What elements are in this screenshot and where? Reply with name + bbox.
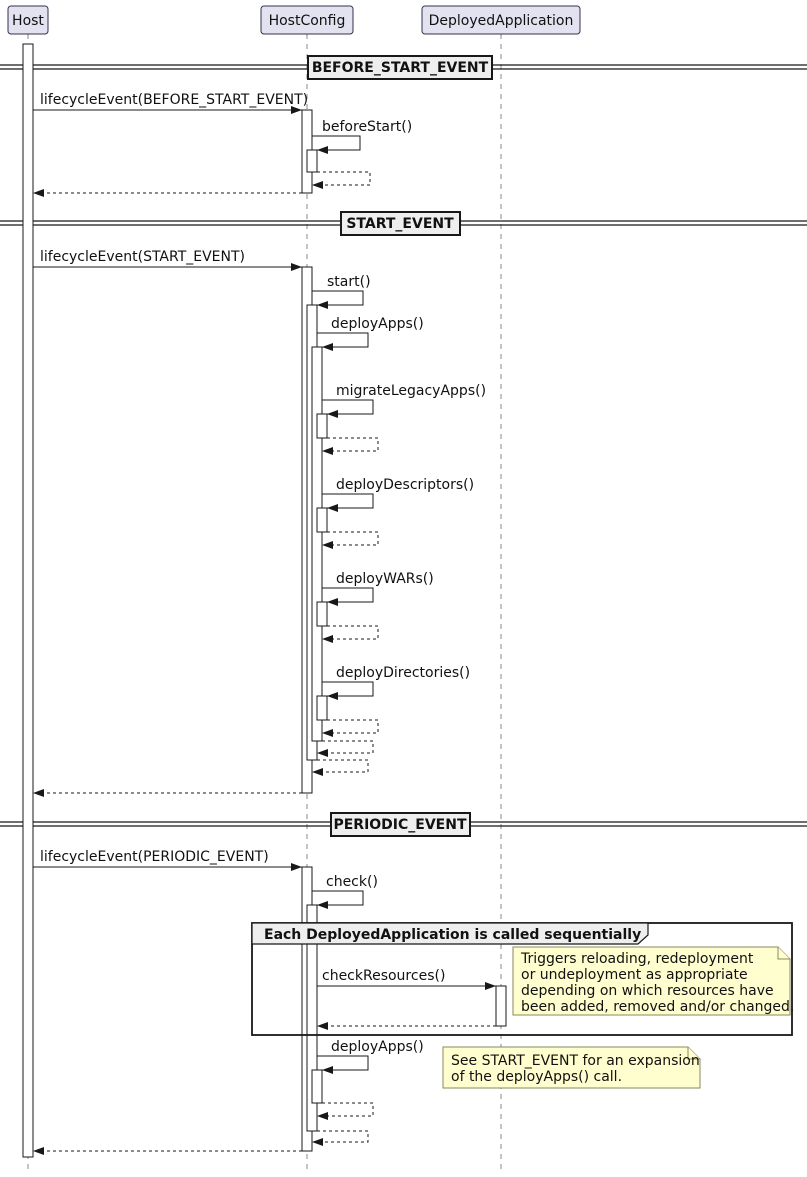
arrowhead — [322, 729, 333, 737]
activation-deployapps — [312, 347, 322, 741]
arrowhead — [327, 504, 338, 512]
note-line: of the deployApps() call. — [451, 1069, 623, 1085]
message-label: deployDescriptors() — [336, 477, 475, 493]
return-to-host-2 — [33, 789, 302, 797]
arrowhead — [33, 789, 44, 797]
arrowhead — [33, 189, 44, 197]
arrowhead — [291, 863, 302, 871]
self-call-line — [312, 136, 360, 150]
message-lifecycle-periodic — [33, 849, 302, 871]
participant-deployedapplication-label: DeployedApplication — [428, 13, 574, 29]
self-call-line — [322, 494, 373, 508]
message-label: check() — [326, 874, 378, 890]
arrowhead — [317, 1022, 328, 1030]
arrowhead — [317, 1112, 328, 1120]
message-label: lifecycleEvent(PERIODIC_EVENT) — [40, 849, 269, 865]
arrowhead — [322, 635, 333, 643]
group-label: Each DeployedApplication is called sequentially — [264, 927, 642, 943]
arrowhead — [317, 749, 328, 757]
message-label: checkResources() — [322, 968, 446, 984]
arrowhead — [312, 181, 323, 189]
arrowhead — [485, 982, 496, 990]
participant-host-label: Host — [12, 13, 44, 29]
note-line: or undeployment as appropriate — [521, 967, 748, 983]
message-lifecycle-start — [33, 249, 302, 271]
note-fold — [778, 947, 790, 959]
activation-migratelegacyapps — [317, 414, 327, 438]
activation-deployedapplication — [496, 986, 506, 1026]
arrowhead — [317, 301, 328, 309]
note-line: depending on which resources have — [521, 983, 774, 999]
arrowhead — [327, 692, 338, 700]
divider-periodic-event — [0, 813, 807, 836]
message-label: start() — [327, 274, 371, 290]
message-label: migrateLegacyApps() — [336, 383, 487, 399]
note-deploy-apps — [443, 1047, 700, 1088]
activation-deploywars — [317, 602, 327, 626]
arrowhead — [327, 410, 338, 418]
message-deploy-wars — [322, 571, 434, 643]
self-call-line — [317, 333, 368, 347]
activation-beforestart — [307, 150, 317, 172]
participant-hostconfig-label: HostConfig — [268, 13, 346, 29]
participants — [8, 6, 580, 34]
arrowhead — [317, 901, 328, 909]
activation-host — [23, 44, 33, 1157]
message-label: lifecycleEvent(BEFORE_START_EVENT) — [40, 92, 309, 108]
message-lifecycle-before-start — [33, 92, 308, 114]
return-start-to-lifecycle — [312, 760, 368, 776]
note-check-resources — [513, 947, 794, 1015]
message-check-resources — [317, 968, 496, 1030]
self-call-line — [322, 588, 373, 602]
activation-deploydescriptors — [317, 508, 327, 532]
activation-deployapps-periodic — [312, 1070, 322, 1103]
message-label: deployWARs() — [336, 571, 434, 587]
note-line: See START_EVENT for an expansion — [451, 1053, 700, 1069]
arrowhead — [312, 768, 323, 776]
lifelines — [28, 34, 501, 1172]
arrowhead — [322, 1066, 333, 1074]
arrowhead — [291, 263, 302, 271]
message-deploy-directories — [322, 665, 470, 737]
return-deployapps-to-check — [317, 1103, 373, 1120]
return-deployapps-to-start — [317, 741, 373, 757]
message-check — [312, 874, 378, 909]
message-label: beforeStart() — [322, 119, 413, 135]
arrowhead — [33, 1147, 44, 1155]
arrowhead — [327, 598, 338, 606]
message-before-start — [312, 119, 412, 189]
note-line: Triggers reloading, redeployment — [521, 951, 754, 967]
return-to-host-3 — [33, 1147, 302, 1155]
return-to-host-1 — [33, 189, 302, 197]
self-call-line — [312, 291, 363, 305]
message-deploy-apps-periodic — [317, 1039, 424, 1074]
message-migrate-legacy-apps — [322, 383, 486, 455]
self-call-line — [312, 891, 363, 905]
message-label: lifecycleEvent(START_EVENT) — [40, 249, 246, 265]
message-deploy-descriptors — [322, 477, 474, 549]
divider-start-event — [0, 212, 807, 235]
message-label: deployDirectories() — [336, 665, 471, 681]
divider-label: PERIODIC_EVENT — [333, 817, 467, 833]
divider-label: BEFORE_START_EVENT — [311, 60, 489, 76]
divider-label: START_EVENT — [346, 216, 454, 232]
arrowhead — [322, 541, 333, 549]
message-label: deployApps() — [331, 316, 424, 332]
message-start — [312, 274, 371, 309]
arrowhead — [322, 447, 333, 455]
self-call-line — [317, 1056, 368, 1070]
arrowhead — [317, 146, 328, 154]
self-call-line — [322, 400, 373, 414]
message-deploy-apps — [317, 316, 424, 351]
arrowhead — [312, 1138, 323, 1146]
note-line: been added, removed and/or changed. — [521, 999, 795, 1015]
return-check-to-lifecycle — [312, 1131, 368, 1146]
arrowhead — [322, 343, 333, 351]
activation-deploydirectories — [317, 696, 327, 720]
self-call-line — [322, 682, 373, 696]
divider-before-start-event — [0, 56, 807, 79]
message-label: deployApps() — [331, 1039, 424, 1055]
